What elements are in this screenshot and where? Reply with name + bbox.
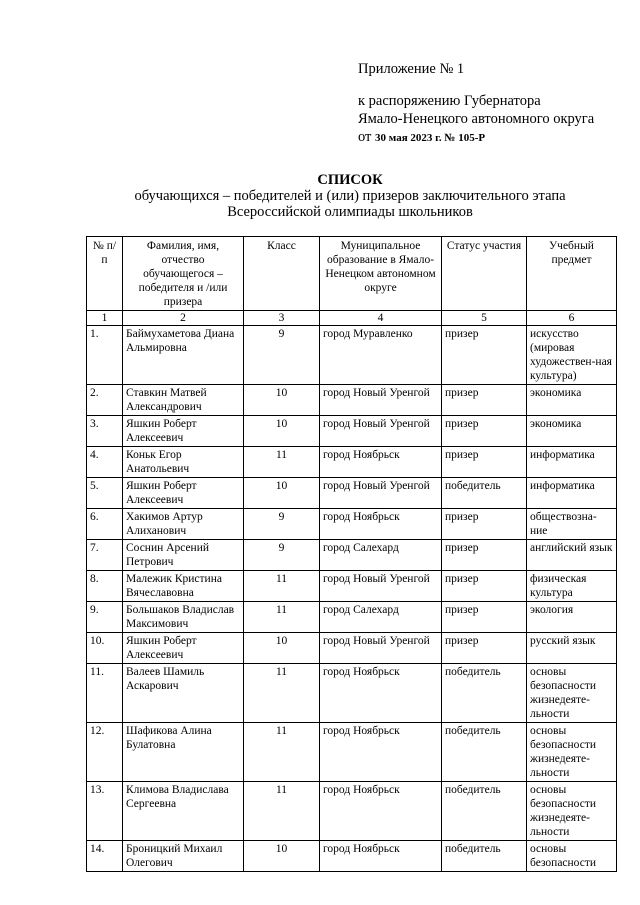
cell-status: призер [442, 385, 527, 416]
cell-status: призер [442, 633, 527, 664]
cell-municipality: город Новый Уренгой [320, 633, 442, 664]
table-row [87, 509, 617, 540]
cell-municipality: город Новый Уренгой [320, 478, 442, 509]
table-row [87, 416, 617, 447]
cell-name: Соснин Арсений Петрович [123, 540, 244, 571]
table-row [87, 447, 617, 478]
cell-subject: русский язык [527, 633, 617, 664]
document-heading [0, 172, 640, 220]
cell-municipality: город Ноябрьск [320, 841, 442, 872]
cell-name: Яшкин Роберт Алексеевич [123, 633, 244, 664]
table-row [87, 664, 617, 723]
heading-subtitle-2: Всероссийской олимпиады школьников [227, 204, 473, 220]
cell-subject: информатика [527, 447, 617, 478]
cell-subject: английский язык [527, 540, 617, 571]
cell-grade: 10 [244, 416, 320, 447]
table-row [87, 326, 617, 385]
cell-num: 4. [87, 447, 123, 478]
cell-status: призер [442, 602, 527, 633]
cell-status: победитель [442, 723, 527, 782]
header-num: № п/п [87, 237, 123, 311]
cell-num: 9. [87, 602, 123, 633]
cell-status: призер [442, 326, 527, 385]
cell-municipality: город Ноябрьск [320, 509, 442, 540]
cell-name: Яшкин Роберт Алексеевич [123, 416, 244, 447]
appendix-title: Приложение № 1 [358, 61, 465, 77]
table-body [87, 326, 617, 872]
table-row [87, 841, 617, 872]
cell-num: 14. [87, 841, 123, 872]
column-number: 1 [87, 311, 123, 326]
cell-subject: физическая культура [527, 571, 617, 602]
cell-num: 11. [87, 664, 123, 723]
table-row [87, 478, 617, 509]
header-municipality: Муниципальное образование в Ямало-Ненецком автономном округе [320, 237, 442, 311]
cell-grade: 9 [244, 509, 320, 540]
table-row [87, 723, 617, 782]
cell-grade: 10 [244, 385, 320, 416]
cell-municipality: город Салехард [320, 602, 442, 633]
cell-status: призер [442, 509, 527, 540]
column-number: 4 [320, 311, 442, 326]
cell-status: победитель [442, 664, 527, 723]
cell-grade: 11 [244, 602, 320, 633]
heading-subtitle-1: обучающихся – победителей и (или) призеров заключительного этапа [134, 188, 566, 204]
table-header-row [87, 237, 617, 311]
cell-name: Яшкин Роберт Алексеевич [123, 478, 244, 509]
header-status: Статус участия [442, 237, 527, 311]
table-row [87, 782, 617, 841]
heading-title: СПИСОК [317, 172, 383, 188]
header-name: Фамилия, имя, отчество обучающегося – победителя и /или призера [123, 237, 244, 311]
cell-grade: 11 [244, 723, 320, 782]
column-number: 5 [442, 311, 527, 326]
column-number: 2 [123, 311, 244, 326]
cell-status: призер [442, 540, 527, 571]
table-row [87, 540, 617, 571]
cell-num: 10. [87, 633, 123, 664]
cell-status: победитель [442, 478, 527, 509]
cell-grade: 11 [244, 571, 320, 602]
cell-num: 8. [87, 571, 123, 602]
cell-subject: основы безопасности [527, 841, 617, 872]
cell-municipality: город Салехард [320, 540, 442, 571]
table-row [87, 571, 617, 602]
winners-table [86, 236, 617, 872]
cell-grade: 10 [244, 633, 320, 664]
cell-grade: 9 [244, 326, 320, 385]
cell-grade: 10 [244, 478, 320, 509]
cell-num: 1. [87, 326, 123, 385]
cell-grade: 11 [244, 664, 320, 723]
date-value: 30 мая 2023 г. № 105-Р [375, 132, 486, 144]
appendix-line-1: к распоряжению Губернатора [358, 93, 541, 109]
cell-name: Коньк Егор Анатольевич [123, 447, 244, 478]
cell-name: Броницкий Михаил Олегович [123, 841, 244, 872]
cell-municipality: город Ноябрьск [320, 723, 442, 782]
cell-num: 3. [87, 416, 123, 447]
appendix-line-2: Ямало-Ненецкого автономного округа [358, 111, 595, 127]
column-number-row [87, 311, 617, 326]
header-grade: Класс [244, 237, 320, 311]
cell-subject: основы безопасности жизнедеяте-льности [527, 782, 617, 841]
table-row [87, 385, 617, 416]
cell-municipality: город Ноябрьск [320, 782, 442, 841]
cell-name: Валеев Шамиль Аскарович [123, 664, 244, 723]
cell-grade: 9 [244, 540, 320, 571]
appendix-date-line [358, 128, 594, 147]
cell-subject: обществозна-ние [527, 509, 617, 540]
cell-municipality: город Ноябрьск [320, 664, 442, 723]
cell-municipality: город Муравленко [320, 326, 442, 385]
cell-municipality: город Ноябрьск [320, 447, 442, 478]
table-row [87, 633, 617, 664]
cell-name: Баймухаметова Диана Альмировна [123, 326, 244, 385]
cell-status: призер [442, 447, 527, 478]
cell-num: 7. [87, 540, 123, 571]
cell-name: Большаков Владислав Максимович [123, 602, 244, 633]
cell-status: призер [442, 416, 527, 447]
cell-status: призер [442, 571, 527, 602]
cell-municipality: город Новый Уренгой [320, 571, 442, 602]
cell-status: победитель [442, 841, 527, 872]
cell-name: Шафикова Алина Булатовна [123, 723, 244, 782]
cell-municipality: город Новый Уренгой [320, 416, 442, 447]
cell-num: 5. [87, 478, 123, 509]
cell-subject: искусство (мировая художествен-ная культура) [527, 326, 617, 385]
cell-grade: 11 [244, 782, 320, 841]
column-number: 3 [244, 311, 320, 326]
cell-name: Малежик Кристина Вячеславовна [123, 571, 244, 602]
cell-subject: основы безопасности жизнедеяте-льности [527, 723, 617, 782]
appendix-block [358, 60, 594, 147]
cell-num: 13. [87, 782, 123, 841]
header-subject: Учебный предмет [527, 237, 617, 311]
column-number: 6 [527, 311, 617, 326]
cell-status: победитель [442, 782, 527, 841]
cell-subject: основы безопасности жизнедеяте-льности [527, 664, 617, 723]
cell-municipality: город Новый Уренгой [320, 385, 442, 416]
cell-num: 12. [87, 723, 123, 782]
table-row [87, 602, 617, 633]
cell-subject: экология [527, 602, 617, 633]
cell-grade: 11 [244, 447, 320, 478]
cell-name: Ставкин Матвей Александрович [123, 385, 244, 416]
cell-name: Хакимов Артур Алиханович [123, 509, 244, 540]
cell-subject: информатика [527, 478, 617, 509]
cell-grade: 10 [244, 841, 320, 872]
cell-num: 6. [87, 509, 123, 540]
cell-num: 2. [87, 385, 123, 416]
cell-name: Климова Владислава Сергеевна [123, 782, 244, 841]
cell-subject: экономика [527, 416, 617, 447]
cell-subject: экономика [527, 385, 617, 416]
date-prefix: от [358, 129, 372, 145]
